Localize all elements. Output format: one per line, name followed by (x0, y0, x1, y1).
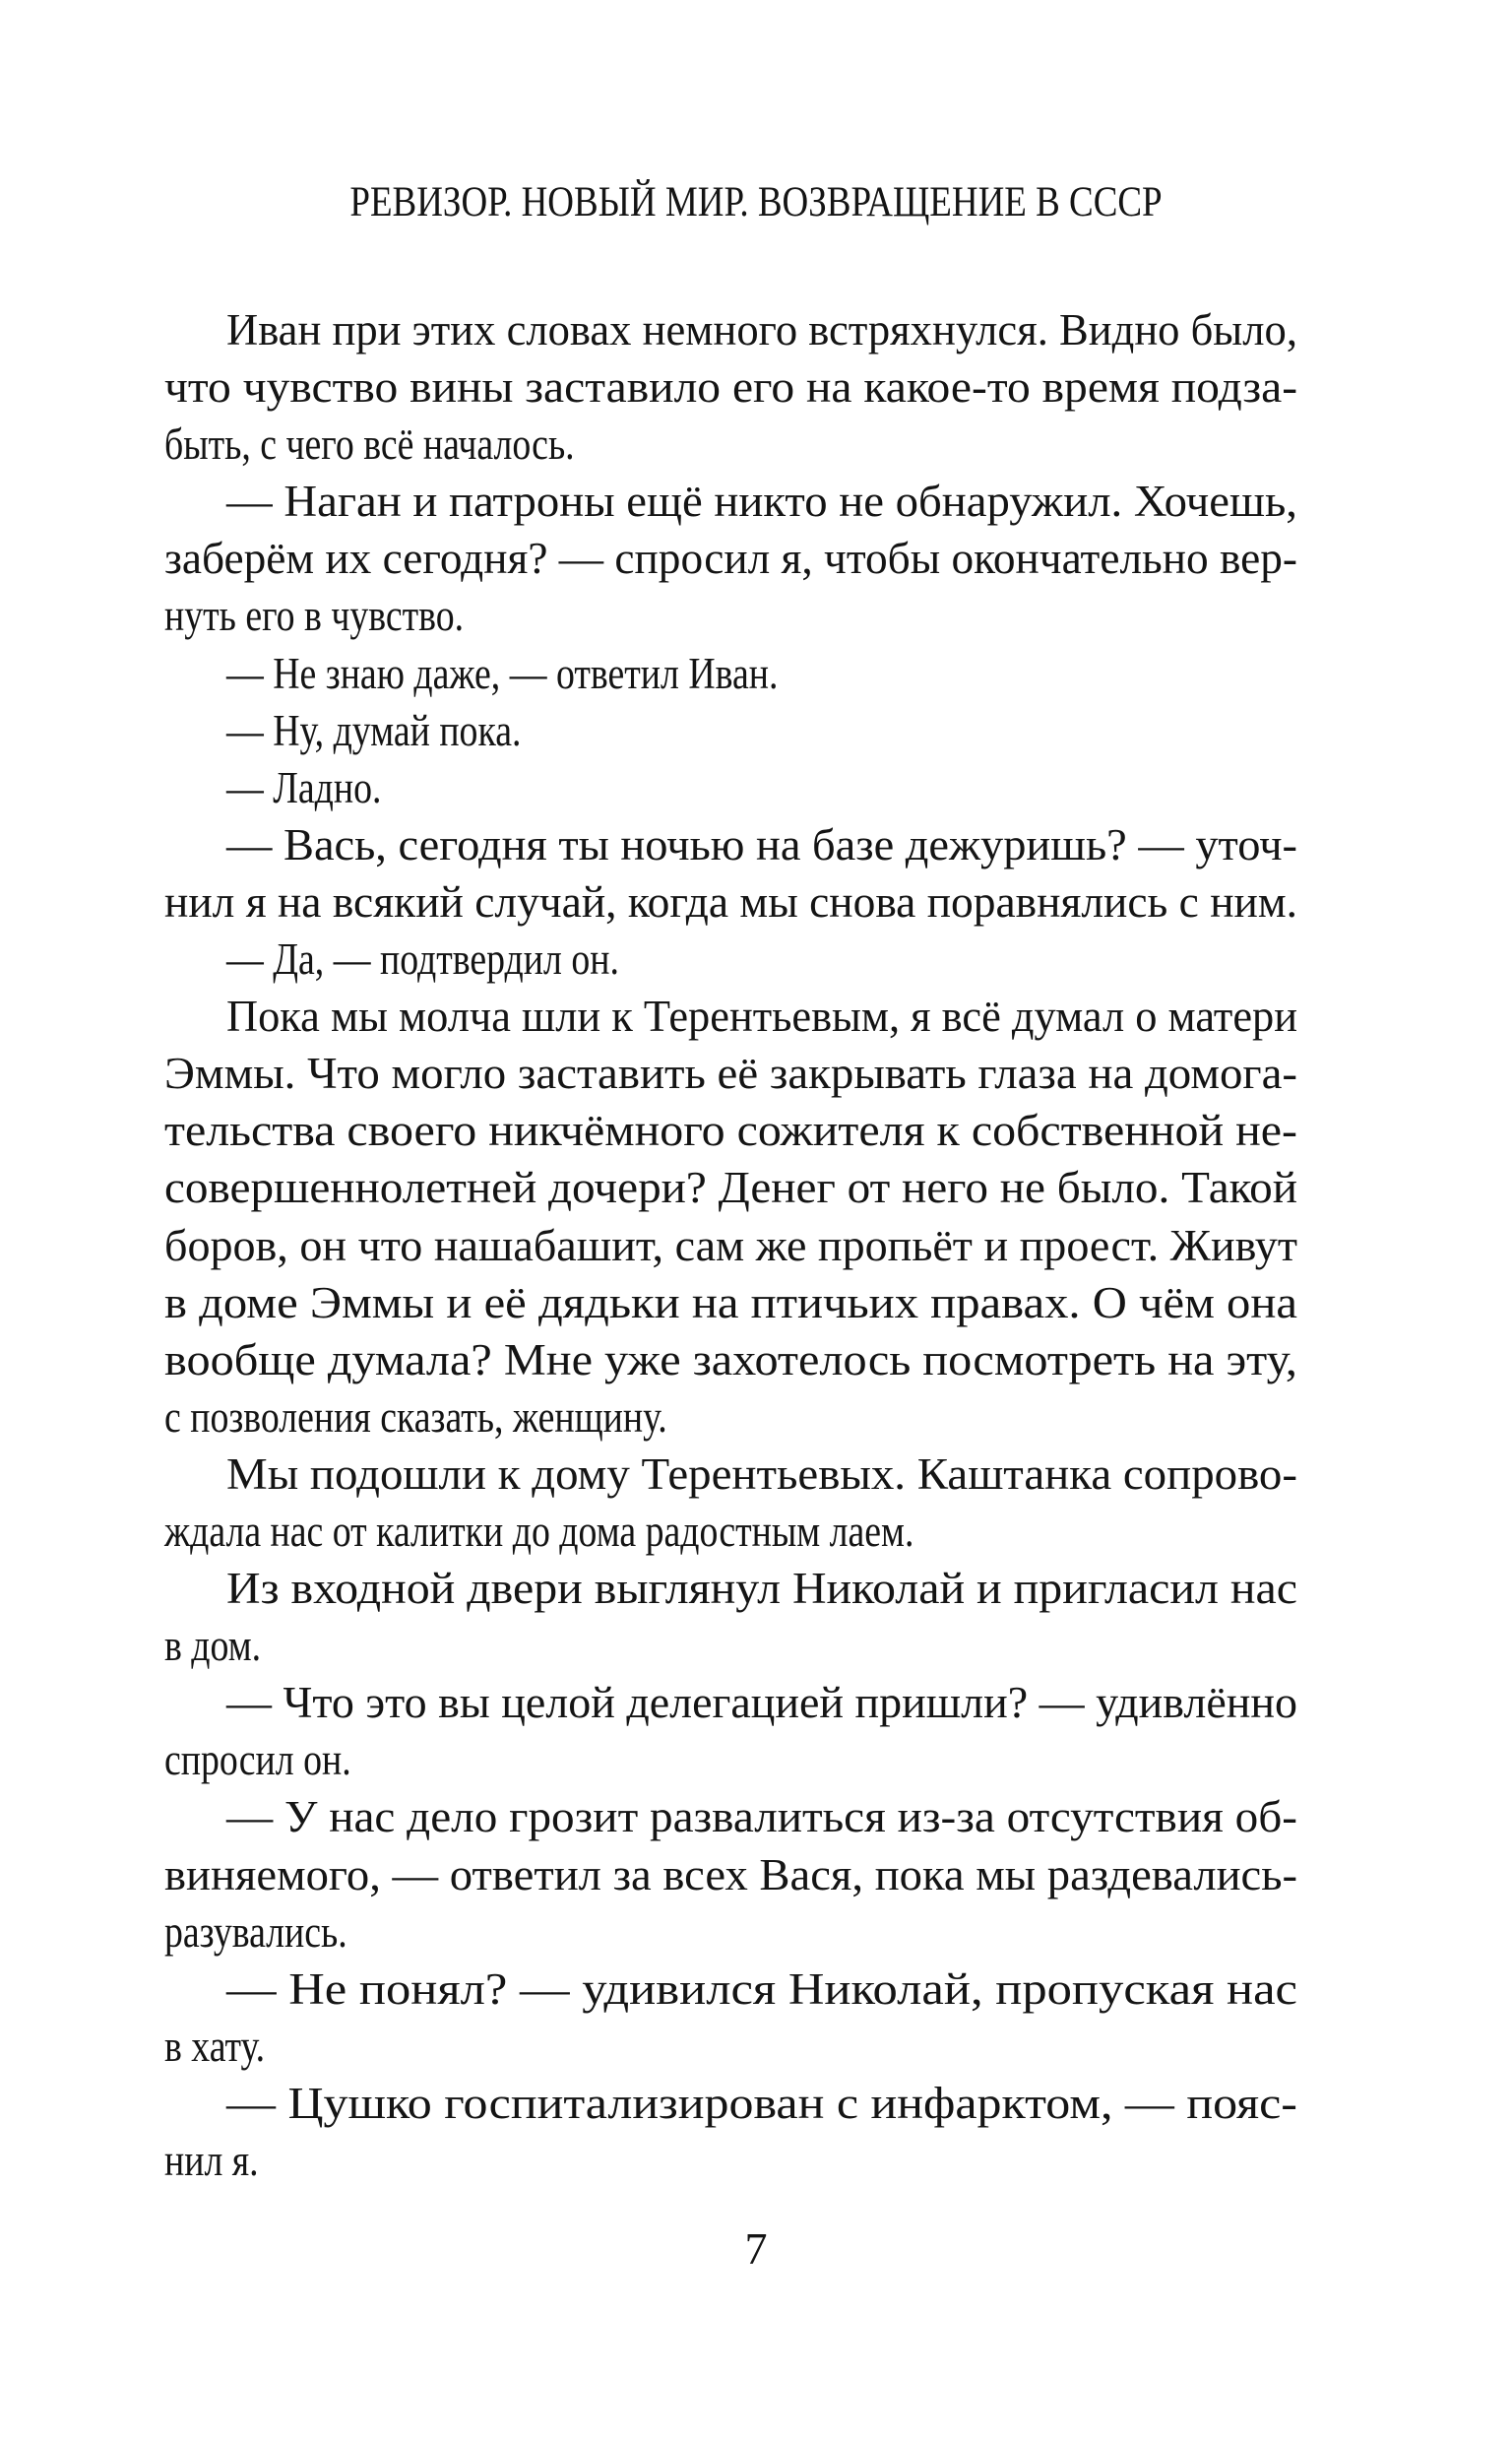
text-line (164, 358, 1297, 416)
text-line-content: боров, он что нашабашит, сам же пропьёт и проест. Живут (164, 1220, 1297, 1270)
text-line (164, 1560, 1297, 1617)
text-line-content: Эммы. Что могло заставить её закрывать глаза на домога- (164, 1049, 1298, 1099)
text-line (164, 2018, 1297, 2075)
text-line (164, 1274, 1297, 1331)
text-line-content: Мы подошли к дому Терентьевых. Каштанка сопрово- (226, 1448, 1297, 1499)
text-line (164, 1102, 1297, 1159)
text-line-content: Из входной двери выглянул Николай и пригласил нас (226, 1564, 1298, 1614)
text-line-content: — Вась, сегодня ты ночью на базе дежуришь? — уточ- (226, 819, 1297, 869)
text-line (164, 473, 1297, 530)
body-text (164, 301, 1297, 2189)
text-line (164, 587, 1297, 644)
page-number: 7 (744, 2223, 768, 2274)
text-line (164, 1159, 1297, 1216)
text-line (164, 1846, 1297, 1903)
text-line-content: в доме Эммы и её дядьки на птичьих правах. О чём она (164, 1277, 1298, 1327)
text-line-content: разувались. (164, 1906, 347, 1957)
text-line-content: нил я на всякий случай, когда мы снова поравнялись с ним. (164, 876, 1297, 927)
text-line (164, 301, 1297, 358)
text-line-content: — Ну, думай пока. (226, 705, 522, 755)
text-line-content: что чувство вины заставило его на какое-то время подза- (164, 362, 1298, 413)
text-line-content: — Не понял? — удивился Николай, пропуская нас (226, 1963, 1298, 2014)
text-line (164, 759, 1297, 816)
text-line-content: тельства своего никчёмного сожителя к собственной не- (164, 1106, 1298, 1156)
text-line (164, 1731, 1297, 1788)
text-line (164, 988, 1297, 1045)
text-line (164, 1217, 1297, 1274)
text-line-content: нил я. (164, 2136, 259, 2185)
text-line (164, 1674, 1297, 1731)
text-line-content: виняемого, — ответил за всех Вася, пока мы раздевались- (164, 1849, 1298, 1899)
text-line-content: ждала нас от калитки до дома радостным лаем. (164, 1506, 914, 1556)
text-line-content: с позволения сказать, женщину. (164, 1391, 667, 1442)
text-line (164, 2132, 1297, 2189)
text-line (164, 1617, 1297, 1674)
text-line-content: — Что это вы целой делегацией пришли? — удивлённо (226, 1678, 1297, 1728)
text-line-content: совершеннолетней дочери? Денег от него не было. Такой (164, 1163, 1298, 1213)
text-line (164, 2075, 1297, 2132)
text-line (164, 1388, 1297, 1446)
text-line (164, 1331, 1297, 1388)
text-line (164, 1045, 1297, 1102)
text-line (164, 1446, 1297, 1503)
running-head: РЕВИЗОР. НОВЫЙ МИР. ВОЗВРАЩЕНИЕ В СССР (349, 179, 1163, 225)
text-line-content: нуть его в чувство. (164, 591, 465, 641)
text-line (164, 416, 1297, 473)
text-line (164, 816, 1297, 873)
text-line-content: в хату. (164, 2021, 266, 2071)
text-line (164, 645, 1297, 702)
text-line (164, 1961, 1297, 2018)
text-line-content: — Цушко госпитализирован с инфарктом, — пояс- (226, 2078, 1297, 2128)
text-line-content: заберём их сегодня? — спросил я, чтобы окончательно вер- (164, 534, 1297, 584)
text-line-content: — Не знаю даже, — ответил Иван. (226, 648, 779, 698)
text-line (164, 1788, 1297, 1845)
text-line (164, 530, 1297, 587)
text-line (164, 702, 1297, 759)
text-line-content: быть, с чего всё началось. (164, 419, 575, 470)
text-line-content: в дом. (164, 1621, 262, 1671)
text-line (164, 931, 1297, 988)
text-line-content: — Наган и патроны ещё никто не обнаружил. Хочешь, (226, 477, 1297, 527)
text-line (164, 1503, 1297, 1560)
text-line (164, 873, 1297, 931)
text-line-content: — Ладно. (226, 762, 382, 812)
text-line-content: Иван при этих словах немного встряхнулся. Видно было, (226, 305, 1297, 354)
text-line (164, 1903, 1297, 1961)
text-line-content: Пока мы молча шли к Терентьевым, я всё думал о матери (226, 992, 1297, 1042)
text-line-content: спросил он. (164, 1735, 351, 1785)
text-line-content: вообще думала? Мне уже захотелось посмотреть на эту, (164, 1334, 1297, 1384)
text-line-content: — Да, — подтвердил он. (226, 934, 619, 985)
text-line-content: — У нас дело грозит развалиться из-за отсутствия об- (226, 1792, 1297, 1842)
